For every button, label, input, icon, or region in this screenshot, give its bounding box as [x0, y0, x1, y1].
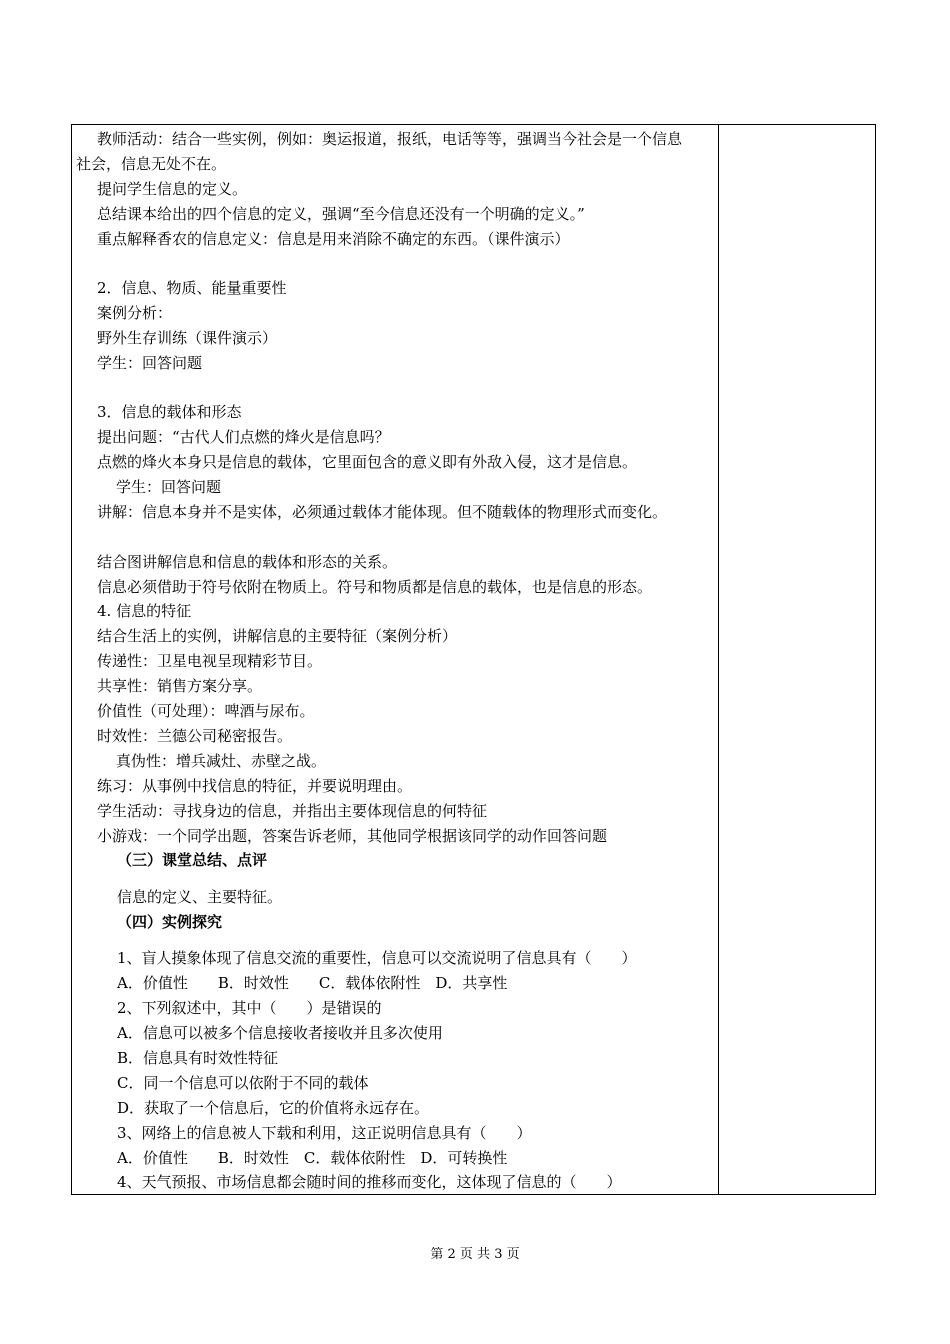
text-line: 提出问题：“古代人们点燃的烽火是信息吗？	[97, 428, 390, 446]
lesson-table	[71, 124, 876, 1195]
text-line: 共享性：销售方案分享。	[97, 677, 263, 695]
text-line: 学生：回答问题	[116, 478, 222, 496]
text-line: 点燃的烽火本身只是信息的载体，它里面包含的意义即有外敌入侵，这才是信息。	[97, 453, 638, 471]
section-heading: 3．信息的载体和形态	[97, 403, 242, 421]
text-line: 重点解释香农的信息定义：信息是用来消除不确定的东西。（课件演示）	[97, 230, 570, 248]
text-line: 小游戏：一个同学出题，答案告诉老师，其他同学根据该同学的动作回答问题	[97, 827, 608, 845]
text-line: 真伪性：增兵减灶、赤壁之战。	[116, 752, 327, 770]
text-line: 结合图讲解信息和信息的载体和形态的关系。	[97, 553, 398, 571]
question-line: 1、盲人摸象体现了信息交流的重要性，信息可以交流说明了信息具有（ ）	[117, 949, 637, 967]
text-line: 野外生存训练（课件演示）	[97, 329, 278, 347]
section-heading-summary: （三）课堂总结、点评	[117, 851, 268, 869]
text-line: 学生活动：寻找身边的信息，并指出主要体现信息的何特征	[97, 802, 488, 820]
text-line: 学生：回答问题	[97, 354, 203, 372]
question-line: 3、网络上的信息被人下载和利用，这正说明信息具有（ ）	[117, 1124, 532, 1142]
text-line: 社会，信息无处不在。	[76, 155, 227, 173]
text-line: 教师活动：结合一些实例，例如：奥运报道，报纸，电话等等，强调当今社会是一个信息	[97, 130, 683, 148]
text-line: 时效性：兰德公司秘密报告。	[97, 727, 293, 745]
option-line: D．获取了一个信息后，它的价值将永远存在。	[117, 1099, 430, 1117]
section-heading: 2．信息、物质、能量重要性	[97, 279, 287, 297]
text-line: 提问学生信息的定义。	[97, 180, 248, 198]
text-line: 传递性：卫星电视呈现精彩节目。	[97, 652, 323, 670]
option-line: C．同一个信息可以依附于不同的载体	[117, 1074, 369, 1092]
option-line: B．信息具有时效性特征	[117, 1049, 279, 1067]
option-line: A．信息可以被多个信息接收者接收并且多次使用	[117, 1024, 443, 1042]
section-heading: 4. 信息的特征	[97, 602, 192, 620]
column-divider	[718, 125, 719, 1194]
text-line: 案例分析：	[97, 304, 173, 322]
text-line: 讲解：信息本身并不是实体，必须通过载体才能体现。但不随载体的物理形式而变化。	[97, 503, 668, 521]
question-line: 2、下列叙述中，其中（ ）是错误的	[117, 999, 382, 1017]
text-line: 信息必须借助于符号依附在物质上。符号和物质都是信息的载体，也是信息的形态。	[97, 578, 653, 596]
text-line: 结合生活上的实例，讲解信息的主要特征（案例分析）	[97, 627, 458, 645]
text-line: 价值性（可处理）：啤酒与尿布。	[97, 702, 315, 720]
section-heading-examples: （四）实例探究	[117, 913, 223, 931]
option-line: A．价值性 B．时效性 C．载体依附性 D．共享性	[117, 974, 508, 992]
question-line: 4、天气预报、市场信息都会随时间的推移而变化，这体现了信息的（ ）	[117, 1173, 622, 1191]
text-line: 练习：从事例中找信息的特征，并要说明理由。	[97, 777, 413, 795]
text-line: 总结课本给出的四个信息的定义，强调“至今信息还没有一个明确的定义。”	[97, 205, 585, 223]
text-line: 信息的定义、主要特征。	[117, 888, 283, 906]
page-footer: 第 2 页 共 3 页	[430, 1247, 520, 1262]
option-line: A．价值性 B．时效性 C．载体依附性 D．可转换性	[117, 1149, 508, 1167]
